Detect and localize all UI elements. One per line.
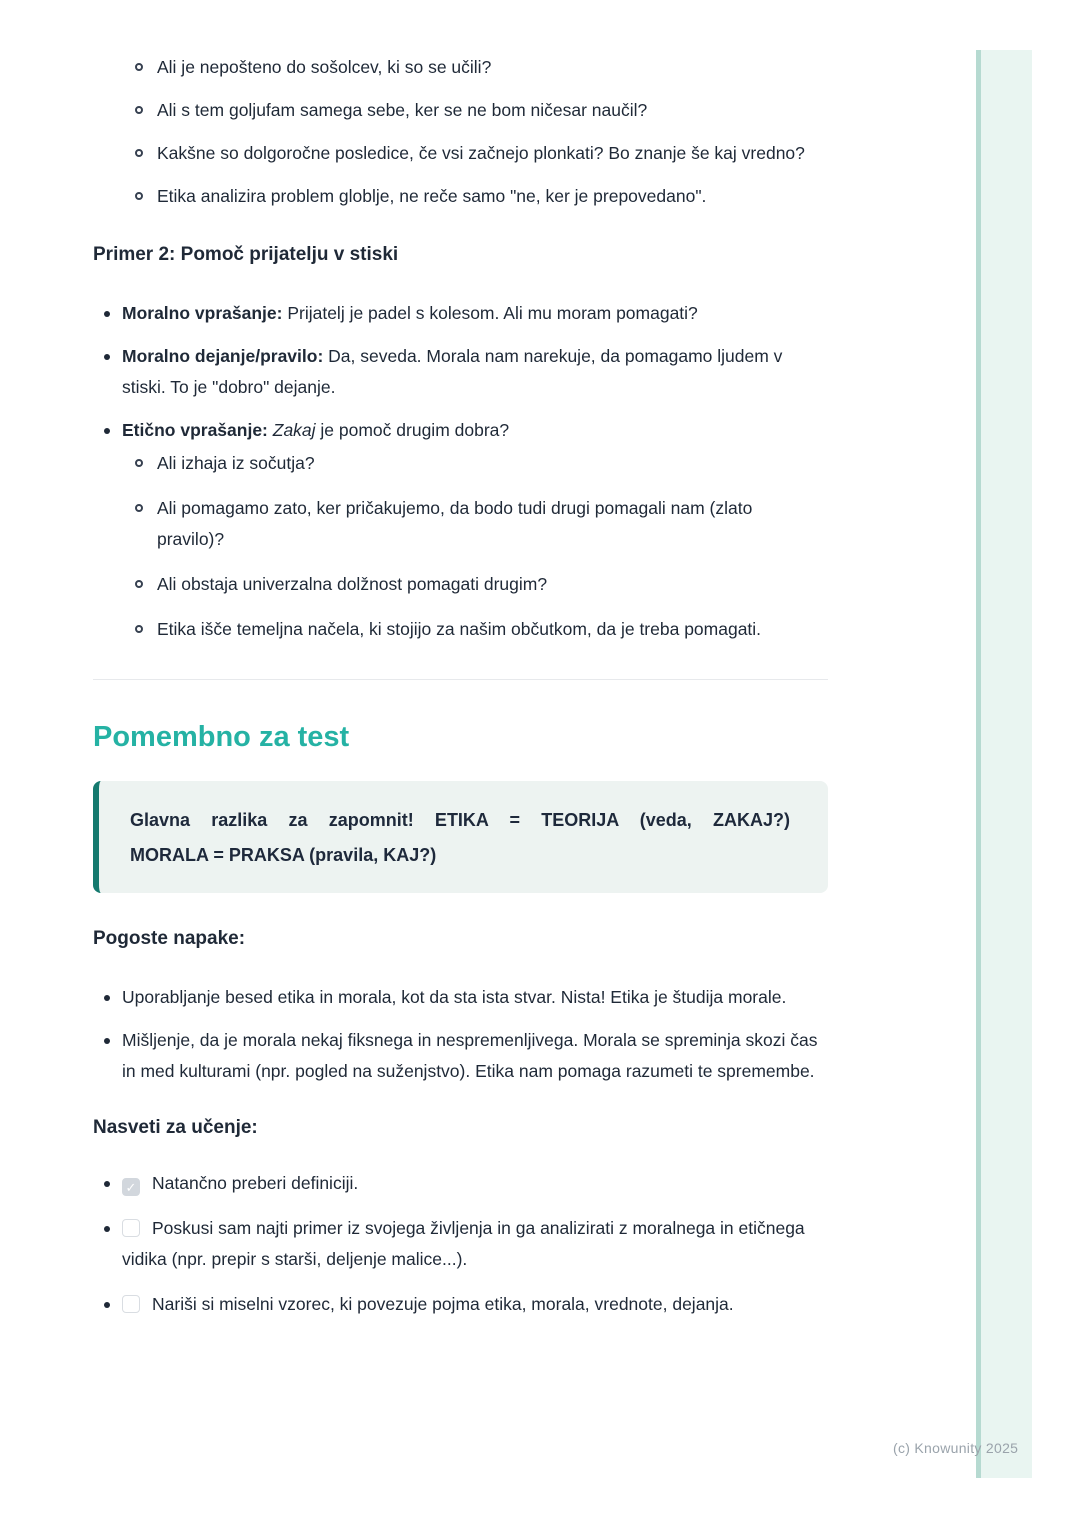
bullet-icon: [104, 1038, 110, 1044]
subquestion-text: Ali pomagamo zato, ker pričakujemo, da bodo tudi drugi pomagali nam (zlato pravilo)?: [157, 498, 753, 549]
question-text: Etika analizira problem globlje, ne reče samo "ne, ker je prepovedano".: [157, 186, 707, 206]
tips-checklist: [93, 1168, 828, 1320]
copyright-footer: (c) Knowunity 2025: [893, 1440, 1019, 1456]
item-label: Moralno vprašanje:: [122, 303, 283, 323]
ethics-subquestion-list: [122, 448, 818, 645]
list-item: [122, 569, 818, 600]
tip-text: Natančno preberi definiciji.: [152, 1173, 359, 1193]
section-divider: [93, 679, 828, 680]
bullet-icon: [104, 1181, 110, 1187]
bullet-icon: [104, 428, 110, 434]
circle-bullet-icon: [135, 580, 143, 588]
list-item: [93, 341, 828, 403]
circle-bullet-icon: [135, 63, 143, 71]
question-text: Ali s tem goljufam samega sebe, ker se ne bom ničesar naučil?: [157, 100, 648, 120]
list-item: [122, 493, 818, 555]
callout-text-line1: Glavna razlika za zapomnit! ETIKA = TEORIJA (veda, ZAKAJ?): [130, 810, 790, 830]
item-italic: Zakaj: [267, 420, 316, 440]
list-item: [93, 415, 828, 659]
intro-question-list: [122, 52, 828, 212]
item-label: Moralno dejanje/pravilo:: [122, 346, 324, 366]
subquestion-text: Etika išče temeljna načela, ki stojijo za našim občutkom, da je treba pomagati.: [157, 619, 762, 639]
question-text: Kakšne so dolgoročne posledice, če vsi začnejo plonkati? Bo znanje še kaj vredno?: [157, 143, 805, 163]
bullet-icon: [104, 1226, 110, 1232]
circle-bullet-icon: [135, 459, 143, 467]
list-item: [122, 614, 818, 645]
subquestion-text: Ali obstaja univerzalna dolžnost pomagati drugim?: [157, 574, 548, 594]
bullet-icon: [104, 995, 110, 1001]
checklist-item: [93, 1213, 828, 1275]
mistakes-list: [93, 982, 828, 1087]
tip-text: Nariši si miselni vzorec, ki povezuje pojma etika, morala, vrednote, dejanja.: [152, 1294, 734, 1314]
callout-text-line2: MORALA = PRAKSA (pravila, KAJ?): [130, 845, 437, 865]
list-item: [122, 181, 828, 212]
item-text: je pomoč drugim dobra?: [315, 420, 510, 440]
bullet-icon: [104, 311, 110, 317]
document-content: [93, 52, 828, 1334]
circle-bullet-icon: [135, 106, 143, 114]
list-item: [93, 298, 828, 329]
item-label: Etično vprašanje:: [122, 420, 268, 440]
primer2-list: [93, 298, 828, 659]
list-item: [93, 982, 828, 1013]
list-item: [122, 95, 828, 126]
primer2-item: [122, 415, 828, 659]
side-highlight-panel: [981, 50, 1032, 1478]
checklist-item: [93, 1289, 828, 1320]
circle-bullet-icon: [135, 504, 143, 512]
primer2-item: [122, 298, 828, 329]
primer2-heading: Primer 2: Pomoč prijatelju v stiski: [93, 244, 399, 265]
circle-bullet-icon: [135, 625, 143, 633]
primer2-item: [122, 341, 828, 403]
item-text: Prijatelj je padel s kolesom. Ali mu moram pomagati?: [282, 303, 698, 323]
tip-text: Poskusi sam najti primer iz svojega življenja in ga analizirati z moralnega in etičnega vidika (npr. prepir s starši, deljenje malice...).: [122, 1218, 805, 1269]
list-item: [122, 138, 828, 169]
item-text: Da, seveda. Morala nam narekuje, da pomagamo ljudem v stiski. To je "dobro" dejanje.: [122, 346, 783, 397]
bullet-icon: [104, 1302, 110, 1308]
checkbox-icon[interactable]: [122, 1295, 140, 1313]
circle-bullet-icon: [135, 149, 143, 157]
subquestion-text: Ali izhaja iz sočutja?: [157, 453, 315, 473]
checkbox-icon[interactable]: [122, 1219, 140, 1237]
circle-bullet-icon: [135, 192, 143, 200]
checkbox-icon[interactable]: ✓: [122, 1178, 140, 1196]
mistake-text: Uporabljanje besed etika in morala, kot da sta ista stvar. Nista! Etika je študija morale.: [122, 987, 787, 1007]
section-title: Pomembno za test: [93, 721, 350, 753]
checklist-item: [93, 1168, 828, 1199]
callout: [93, 781, 828, 893]
list-item: [122, 52, 828, 83]
mistake-text: Mišljenje, da je morala nekaj fiksnega in nespremenljivega. Morala se spreminja skozi čas in med kulturami (npr. pogled na suženjstvo). Etika nam pomaga razumeti te spremembe.: [122, 1030, 818, 1081]
list-item: [122, 448, 818, 479]
list-item: [93, 1025, 828, 1087]
question-text: Ali je nepošteno do sošolcev, ki so se učili?: [157, 57, 492, 77]
mistakes-heading: Pogoste napake:: [93, 928, 246, 949]
tips-heading: Nasveti za učenje:: [93, 1117, 258, 1138]
bullet-icon: [104, 354, 110, 360]
